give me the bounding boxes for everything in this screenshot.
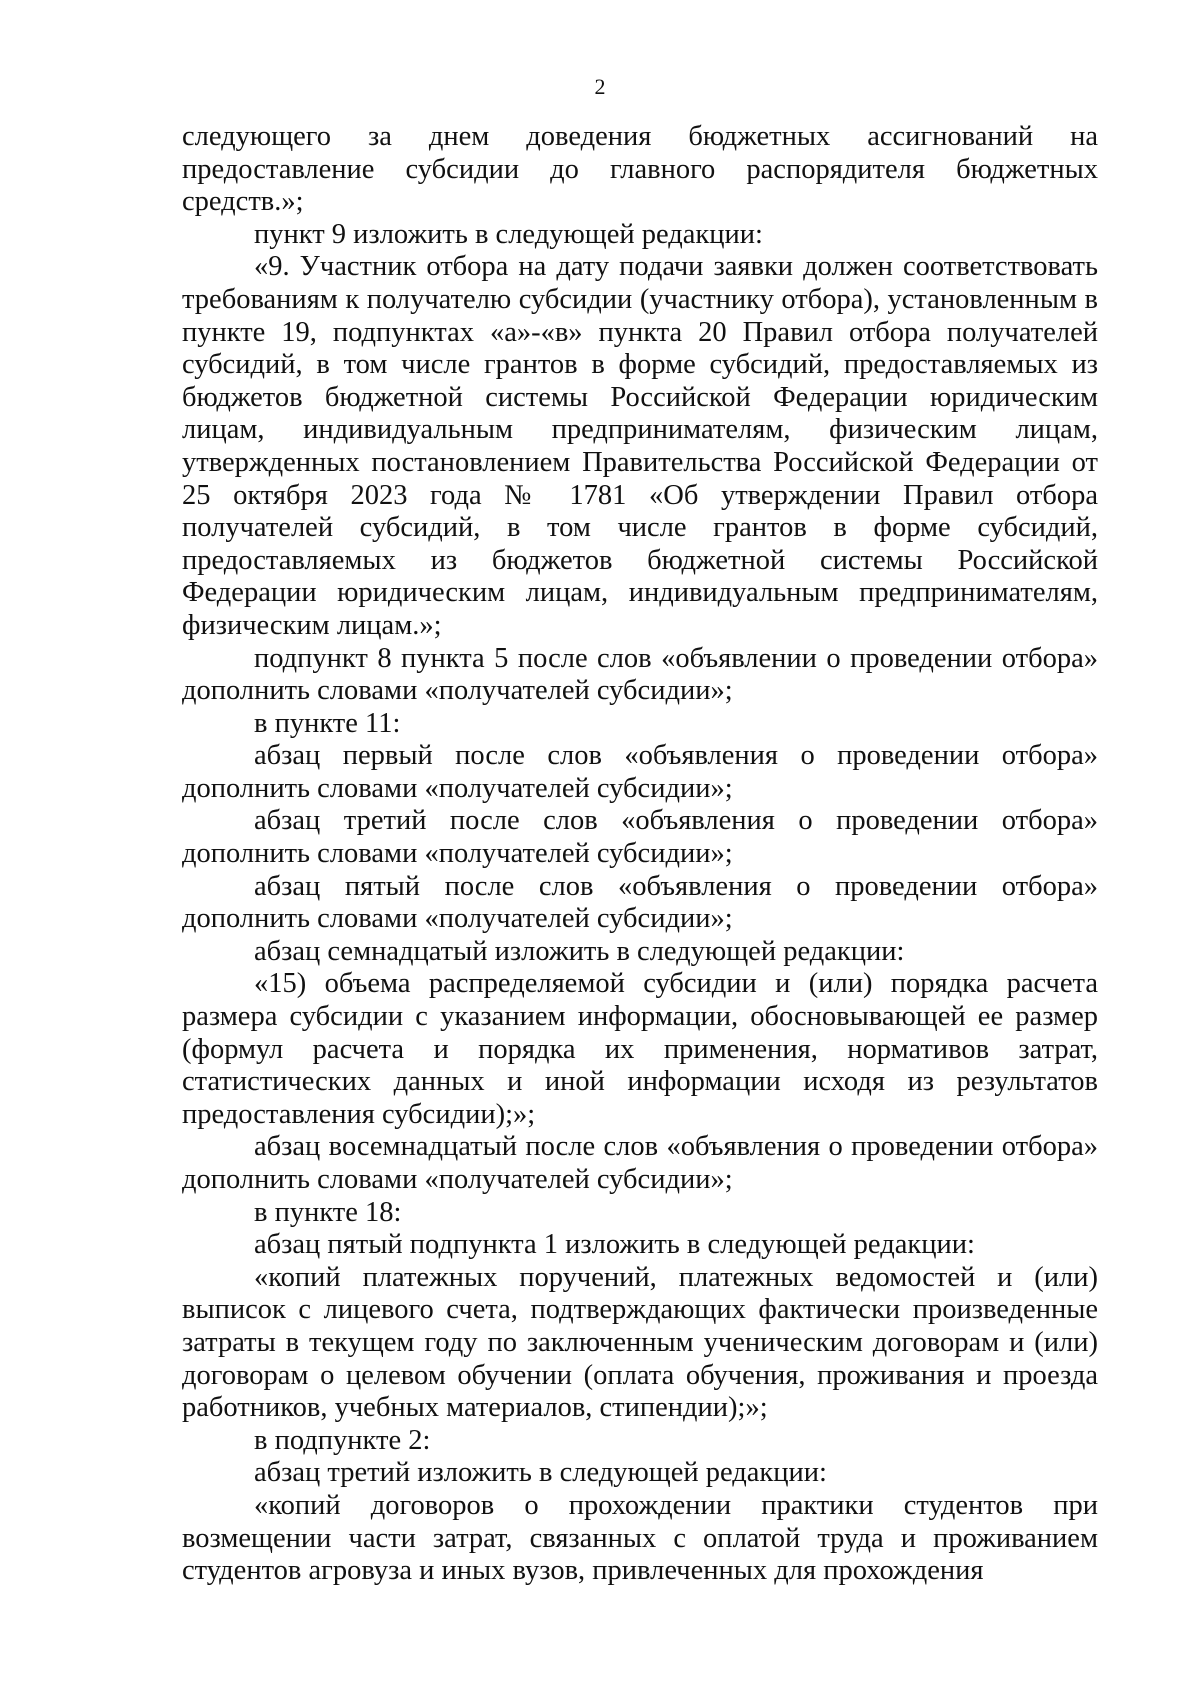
page-number: 2 <box>594 74 606 99</box>
paragraph: следующего за днем доведения бюджетных ассигнований на предоставление субсидии до главного распорядителя бюджетных средств.»; <box>182 121 1098 218</box>
paragraph: «9. Участник отбора на дату подачи заявки должен соответствовать требованиям к получателю субсидии (участнику отбора), установленным в пункте 19, подпунктах «а»-«в» пункта 20 Правил отбора получателей субсидий, в том числе грантов в форме субсидий, предоставляемых из бюджетов бюджетной системы Российской Федерации юридическим лицам, индивидуальным предпринимателям, физическим лицам, утвержденных постановлением Правительства Российской Федерации от 25 октября 2023 года № 1781 «Об утверждении Правил отбора получателей субсидий, в том числе грантов в форме субсидий, предоставляемых из бюджетов бюджетной системы Российской Федерации юридическим лицам, индивидуальным предпринимателям, физическим лицам.»; <box>182 251 1098 641</box>
paragraph: абзац пятый после слов «объявления о проведении отбора» дополнить словами «получателей субсидии»; <box>182 870 1098 935</box>
paragraph: в пункте 11: <box>254 707 401 739</box>
document-body <box>182 121 1098 1588</box>
paragraph: «15) объема распределяемой субсидии и (или) порядка расчета размера субсидии с указанием информации, обосновывающей ее размер (формул расчета и порядка их применения, нормативов затрат, статистических данных и иной информации исходя из результатов предоставления субсидии);»; <box>182 968 1098 1130</box>
paragraph: абзац третий после слов «объявления о проведении отбора» дополнить словами «получателей субсидии»; <box>182 805 1098 870</box>
paragraph: абзац пятый подпункта 1 изложить в следующей редакции: <box>254 1229 975 1261</box>
paragraph: в подпункте 2: <box>254 1424 431 1456</box>
paragraph: абзац семнадцатый изложить в следующей редакции: <box>254 935 905 967</box>
paragraph: «копий договоров о прохождении практики студентов при возмещении части затрат, связанных с оплатой труда и проживанием студентов агровуза и иных вузов, привлеченных для прохождения <box>182 1489 1098 1587</box>
paragraph: абзац первый после слов «объявления о проведении отбора» дополнить словами «получателей субсидии»; <box>182 740 1098 804</box>
paragraph: абзац восемнадцатый после слов «объявления о проведении отбора» дополнить словами «получателей субсидии»; <box>182 1131 1098 1195</box>
paragraph: «копий платежных поручений, платежных ведомостей и (или) выписок с лицевого счета, подтверждающих фактически произведенные затраты в текущем году по заключенным ученическим договорам и (или) договорам о целевом обучении (оплата обучения, проживания и проезда работников, учебных материалов, стипендии);»; <box>182 1261 1098 1424</box>
paragraph: пункт 9 изложить в следующей редакции: <box>254 218 763 250</box>
paragraph: в пункте 18: <box>254 1196 402 1228</box>
paragraph: абзац третий изложить в следующей редакции: <box>254 1457 827 1489</box>
paragraph: подпункт 8 пункта 5 после слов «объявлении о проведении отбора» дополнить словами «получателей субсидии»; <box>182 642 1098 707</box>
